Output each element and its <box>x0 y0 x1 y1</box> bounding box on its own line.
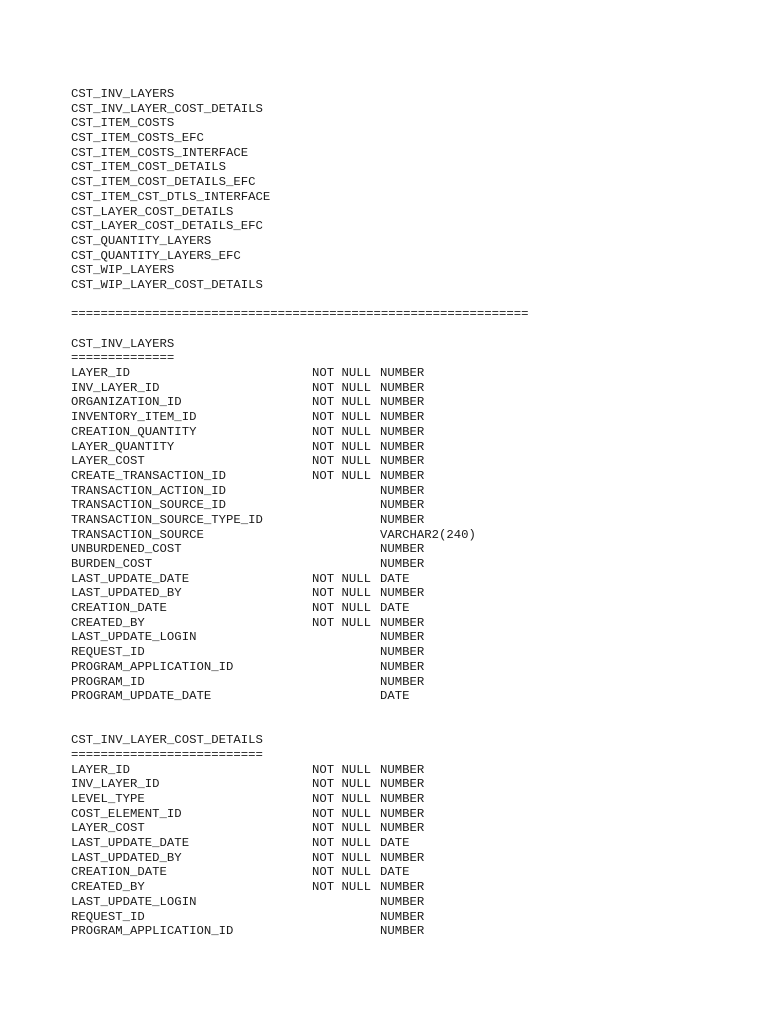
column-row <box>71 395 529 410</box>
column-row <box>71 924 529 939</box>
column-nullability <box>312 484 380 499</box>
column-name: TRANSACTION_SOURCE <box>71 527 204 542</box>
column-nullability: NOT NULL <box>312 880 372 895</box>
column-row <box>71 557 529 572</box>
column-nullability: NOT NULL <box>312 454 372 469</box>
column-name: PROGRAM_APPLICATION_ID <box>71 659 234 674</box>
column-type: NUMBER <box>380 630 425 645</box>
column-row <box>71 454 529 469</box>
column-row <box>71 616 529 631</box>
column-name: UNBURDENED_COST <box>71 542 182 557</box>
column-row <box>71 821 529 836</box>
column-name: REQUEST_ID <box>71 909 145 924</box>
column-type: NUMBER <box>380 395 425 410</box>
column-nullability: NOT NULL <box>312 586 372 601</box>
column-nullability: NOT NULL <box>312 366 372 381</box>
column-type: NUMBER <box>380 586 425 601</box>
column-name: LAST_UPDATE_LOGIN <box>71 630 197 645</box>
column-nullability: NOT NULL <box>312 571 372 586</box>
table-list-item: CST_ITEM_CST_DTLS_INTERFACE <box>71 189 271 204</box>
column-row <box>71 484 529 499</box>
column-row <box>71 865 529 880</box>
column-type: NUMBER <box>380 498 425 513</box>
table-list-item: CST_ITEM_COSTS_EFC <box>71 131 204 146</box>
column-type: NUMBER <box>380 924 425 939</box>
column-name: LAST_UPDATE_DATE <box>71 836 190 851</box>
column-type: NUMBER <box>380 468 425 483</box>
column-row <box>71 630 529 645</box>
column-row <box>71 572 529 587</box>
column-name: CREATION_DATE <box>71 865 167 880</box>
column-type: NUMBER <box>380 792 425 806</box>
column-nullability: NOT NULL <box>312 865 372 880</box>
column-name: INVENTORY_ITEM_ID <box>71 410 197 425</box>
table-list <box>71 87 529 293</box>
column-nullability <box>312 910 380 925</box>
column-name: LAYER_ID <box>71 762 131 777</box>
column-type: NUMBER <box>380 542 425 557</box>
column-nullability <box>312 630 380 645</box>
column-type: NUMBER <box>380 762 425 777</box>
table-title: CST_INV_LAYER_COST_DETAILS <box>71 733 263 748</box>
column-type: NUMBER <box>380 366 425 381</box>
column-nullability: NOT NULL <box>312 439 372 454</box>
column-row <box>71 601 529 616</box>
column-nullability: NOT NULL <box>312 410 372 425</box>
column-name: INV_LAYER_ID <box>71 777 160 792</box>
column-name: CREATION_DATE <box>71 601 167 616</box>
column-name: PROGRAM_ID <box>71 674 145 689</box>
table-list-item: CST_QUANTITY_LAYERS <box>71 233 212 248</box>
column-type: NUMBER <box>380 894 425 909</box>
column-name: PROGRAM_UPDATE_DATE <box>71 689 212 704</box>
column-type: DATE <box>380 865 410 880</box>
table-list-item: CST_WIP_LAYERS <box>71 263 175 278</box>
column-name: CREATE_TRANSACTION_ID <box>71 468 226 483</box>
column-row <box>71 836 529 851</box>
column-name: PROGRAM_APPLICATION_ID <box>71 924 234 939</box>
table-title: CST_INV_LAYERS <box>71 336 175 351</box>
column-type: NUMBER <box>380 850 425 865</box>
column-nullability <box>312 645 380 660</box>
column-nullability <box>312 675 380 690</box>
blank-line <box>71 719 529 734</box>
column-type: DATE <box>380 836 410 851</box>
column-row <box>71 528 529 543</box>
column-row <box>71 777 529 792</box>
column-nullability: NOT NULL <box>312 792 372 806</box>
column-type: NUMBER <box>380 645 425 660</box>
column-name: TRANSACTION_SOURCE_TYPE_ID <box>71 512 263 527</box>
column-nullability: NOT NULL <box>312 395 372 410</box>
column-type: DATE <box>380 601 410 616</box>
column-nullability: NOT NULL <box>312 601 372 616</box>
column-type: NUMBER <box>380 454 425 469</box>
column-row <box>71 807 529 822</box>
column-name: LAST_UPDATE_LOGIN <box>71 894 197 909</box>
column-type: NUMBER <box>380 380 425 395</box>
table-list-item: CST_ITEM_COST_DETAILS <box>71 160 226 175</box>
column-nullability: NOT NULL <box>312 468 372 483</box>
column-list <box>71 763 529 939</box>
column-type: NUMBER <box>380 512 425 527</box>
table-list-item: CST_ITEM_COSTS <box>71 116 175 131</box>
column-type: NUMBER <box>380 674 425 689</box>
table-list-item: CST_WIP_LAYER_COST_DETAILS <box>71 277 263 292</box>
column-name: CREATED_BY <box>71 880 145 895</box>
column-name: INV_LAYER_ID <box>71 380 160 395</box>
table-title-underline: ============== <box>71 351 175 366</box>
column-type: NUMBER <box>380 410 425 425</box>
column-type: VARCHAR2(240) <box>380 527 476 542</box>
column-row <box>71 895 529 910</box>
table-list-item: CST_QUANTITY_LAYERS_EFC <box>71 248 241 263</box>
column-row <box>71 425 529 440</box>
column-nullability: NOT NULL <box>312 806 372 821</box>
column-name: ORGANIZATION_ID <box>71 395 182 410</box>
column-row <box>71 542 529 557</box>
column-type: NUMBER <box>380 615 425 630</box>
column-name: LAYER_QUANTITY <box>71 439 175 454</box>
column-type: DATE <box>380 571 410 586</box>
column-name: TRANSACTION_ACTION_ID <box>71 483 226 498</box>
column-row <box>71 366 529 381</box>
column-name: LAYER_COST <box>71 454 145 469</box>
blank-line <box>71 293 529 308</box>
column-row <box>71 910 529 925</box>
column-row <box>71 469 529 484</box>
column-row <box>71 498 529 513</box>
section-separator: ============================================================== <box>71 307 529 322</box>
column-type: NUMBER <box>380 439 425 454</box>
column-name: CREATED_BY <box>71 615 145 630</box>
column-nullability <box>312 924 380 939</box>
table-list-item: CST_INV_LAYERS <box>71 87 175 101</box>
column-nullability <box>312 542 380 557</box>
column-type: NUMBER <box>380 909 425 924</box>
column-name: LAST_UPDATED_BY <box>71 850 182 865</box>
column-row <box>71 880 529 895</box>
table-list-item: CST_INV_LAYER_COST_DETAILS <box>71 101 263 116</box>
column-row <box>71 792 529 807</box>
column-row <box>71 586 529 601</box>
column-name: LEVEL_TYPE <box>71 792 145 806</box>
column-name: COST_ELEMENT_ID <box>71 806 182 821</box>
column-row <box>71 660 529 675</box>
column-nullability <box>312 689 380 704</box>
column-row <box>71 675 529 690</box>
table-list-item: CST_ITEM_COSTS_INTERFACE <box>71 145 249 160</box>
column-name: CREATION_QUANTITY <box>71 424 197 439</box>
column-nullability: NOT NULL <box>312 380 372 395</box>
column-row <box>71 410 529 425</box>
column-nullability: NOT NULL <box>312 777 372 792</box>
column-list <box>71 366 529 704</box>
table-title-underline: ========================== <box>71 747 263 762</box>
column-name: BURDEN_COST <box>71 557 153 571</box>
column-nullability: NOT NULL <box>312 836 372 851</box>
column-nullability <box>312 895 380 910</box>
column-row <box>71 851 529 866</box>
column-name: REQUEST_ID <box>71 645 145 660</box>
column-nullability <box>312 660 380 675</box>
column-type: NUMBER <box>380 659 425 674</box>
column-name: LAST_UPDATE_DATE <box>71 571 190 586</box>
column-row <box>71 381 529 396</box>
column-nullability <box>312 513 380 528</box>
column-type: NUMBER <box>380 557 425 571</box>
column-name: TRANSACTION_SOURCE_ID <box>71 498 226 513</box>
column-type: NUMBER <box>380 821 425 836</box>
column-name: LAYER_ID <box>71 366 131 381</box>
blank-line <box>71 322 529 337</box>
table-block-cst-inv-layers <box>71 337 529 704</box>
table-list-item: CST_LAYER_COST_DETAILS <box>71 204 234 219</box>
column-nullability <box>312 557 380 572</box>
column-nullability: NOT NULL <box>312 850 372 865</box>
column-type: NUMBER <box>380 806 425 821</box>
column-type: NUMBER <box>380 880 425 895</box>
table-list-item: CST_ITEM_COST_DETAILS_EFC <box>71 175 256 190</box>
column-nullability <box>312 528 380 543</box>
column-row <box>71 513 529 528</box>
blank-line <box>71 704 529 719</box>
column-row <box>71 763 529 778</box>
column-row <box>71 689 529 704</box>
column-type: DATE <box>380 689 410 704</box>
column-name: LAST_UPDATED_BY <box>71 586 182 601</box>
column-name: LAYER_COST <box>71 821 145 836</box>
column-row <box>71 645 529 660</box>
column-nullability: NOT NULL <box>312 615 372 630</box>
column-nullability: NOT NULL <box>312 424 372 439</box>
column-type: NUMBER <box>380 483 425 498</box>
column-type: NUMBER <box>380 424 425 439</box>
column-type: NUMBER <box>380 777 425 792</box>
table-block-cst-inv-layer-cost-details <box>71 733 529 939</box>
document-page <box>71 87 529 939</box>
column-nullability: NOT NULL <box>312 821 372 836</box>
table-list-item: CST_LAYER_COST_DETAILS_EFC <box>71 219 263 234</box>
column-nullability <box>312 498 380 513</box>
column-nullability: NOT NULL <box>312 762 372 777</box>
column-row <box>71 440 529 455</box>
